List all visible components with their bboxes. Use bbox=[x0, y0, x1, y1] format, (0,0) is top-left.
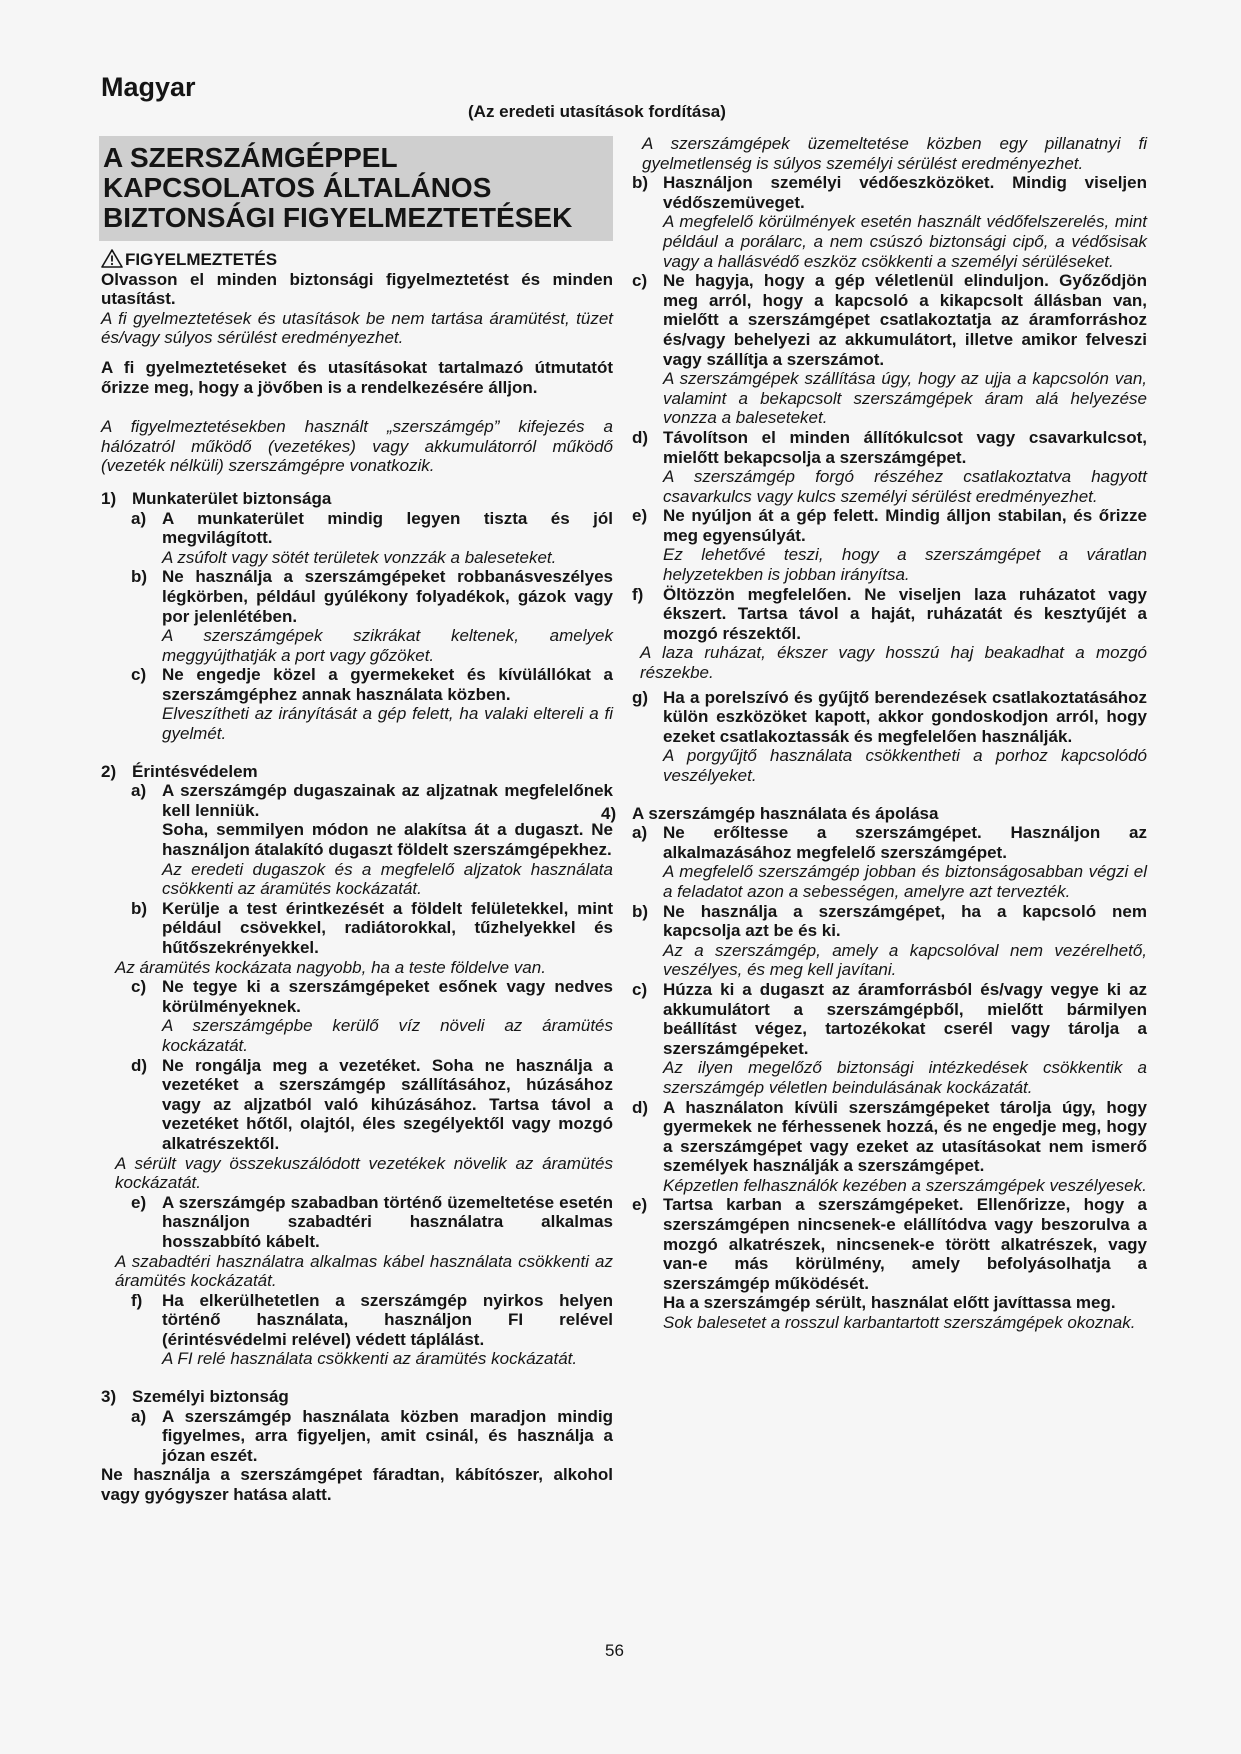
title-line: BIZTONSÁGI FIGYELMEZTETÉSEK bbox=[103, 202, 573, 233]
s3-item-g: g) Ha a porelszívó és gyűjtő berendezések csatlakoztatásához külön eszközöket kapott, akkor gondoskodjon arról, hogy ezeket csatlakoztassák és megfelelően használják. A porgyűjtő használata csökkentheti a porhoz kapcsolódó veszélyeket. bbox=[632, 687, 1147, 785]
s3-f-note: A laza ruházat, ékszer vagy hosszú haj beakadhat a mozgó részekbe. bbox=[640, 643, 1147, 683]
s3-item-d: d) Távolítson el minden állítókulcsot vagy csavarkulcsot, mielőtt bekapcsolja a szerszámgépet. A szerszámgép forgó részéhez csatlakoztatva hagyott csavarkulcs vagy kulcs személyi sérülést eredményezhet. bbox=[632, 427, 1147, 506]
warning-label: FIGYELMEZTETÉS bbox=[125, 250, 278, 269]
language-heading: Magyar bbox=[101, 72, 196, 102]
s3-a-note: A szerszámgépek üzemeltetése közben egy pillanatnyi fi gyelmetlenség is súlyos személyi sérülést eredményezhet. bbox=[642, 134, 1147, 173]
definition-text: A figyelmeztetésekben használt „szerszámgép” kifejezés a hálózatról működő (vezetékes) vagy akkumulátorról működő (vezeték nélküli) szerszámgépre vonatkozik. bbox=[101, 417, 613, 476]
s1-item-c: c) Ne engedje közel a gyermekeket és kívülállókat a szerszámgéphez annak használata közben. Elveszítheti az irányítását a gép felett, ha valaki eltereli a fi gyelmét. bbox=[131, 665, 613, 744]
s2-item-a: a) A szerszámgép dugaszainak az aljzatnak megfelelőnek kell lenniük. Soha, semmilyen módon ne alakítsa át a dugaszt. Ne használjon átalakító dugaszt földelt szerszámgépekhez. Az eredeti dugaszok és a megfelelő aljzatok használata csökkenti az áramütés kockázatát. bbox=[131, 781, 613, 899]
s4-item-e: e) Tartsa karban a szerszámgépeket. Ellenőrizze, hogy a szerszámgépen nincsenek-e elállítódva vagy beszorulva a mozgó alkatrészek, nincsenek-e törött alkatrészek, vagy van-e más körülmény, amely befolyásolhatja a szerszámgép működését. Ha a szerszámgép sérült, használat előtt javíttassa meg. Sok balesetet a rosszul karbantartott szerszámgépek okoznak. bbox=[632, 1195, 1147, 1333]
s2-item-e: e) A szerszámgép szabadban történő üzemeltetése esetén használjon szabadtéri használatra alkalmas hosszabbító kábelt. bbox=[131, 1192, 613, 1251]
page-number: 56 bbox=[605, 1641, 624, 1660]
s3-item-a: a) A szerszámgép használata közben maradjon mindig figyelmes, arra figyeljen, amit csinál, és használja a józan eszét. bbox=[131, 1406, 613, 1465]
s2-b-note: Az áramütés kockázata nagyobb, ha a teste földelve van. bbox=[115, 957, 546, 977]
title-line: A SZERSZÁMGÉPPEL bbox=[103, 142, 398, 173]
s2-item-d: d) Ne rongálja meg a vezetéket. Soha ne használja a vezetéket a szerszámgép szállításához, húzásához vagy az aljzatból való kihúzásához. Tartsa távol a vezetéket hőtől, olajtól, éles szegélyektől vagy mozgó alkatrészektől. bbox=[131, 1055, 613, 1153]
warning-italic: A fi gyelmeztetések és utasítások be nem tartása áramütést, tüzet és/vagy súlyos sérülést eredményezhet. bbox=[101, 308, 613, 348]
keep-manual-text: A fi gyelmeztetéseket és utasításokat tartalmazó útmutatót őrizze meg, hogy a jövőben is a rendelkezésére álljon. bbox=[101, 357, 613, 397]
left-column bbox=[101, 136, 613, 1505]
s3-item-c: c) Ne hagyja, hogy a gép véletlenül elinduljon. Győződjön meg arról, hogy a kapcsoló a kikapcsolt állásban van, mielőtt a szerszámgépet csatlakoztatja az áramforráshoz és/vagy behelyezi az akkumulátort, illetve amikor felveszi vagy szállítja a szerszámot. A szerszámgépek szállítása úgy, hogy az ujja a kapcsolón van, valamint a bekapcsolt szerszámgépek áram alá helyezése vonzza a baleseteket. bbox=[632, 271, 1147, 428]
section-title-box bbox=[99, 136, 613, 241]
section-2-heading: 2) Érintésvédelem bbox=[101, 761, 258, 781]
s3-a-bold2: Ne használja a szerszámgépet fáradtan, kábítószer, alkohol vagy gyógyszer hatása alatt. bbox=[101, 1465, 613, 1505]
s3-item-b: b) Használjon személyi védőeszközöket. Mindig viseljen védőszemüveget. A megfelelő körülmények esetén használt védőfelszerelés, mint például a porálarc, a nem csúszó biztonsági cipő, a védősisak vagy a hallásvédő eszköz csökkenti a személyi sérüléseket. bbox=[632, 173, 1147, 271]
right-column bbox=[601, 134, 1147, 1333]
title-line: KAPCSOLATOS ÁLTALÁNOS bbox=[103, 172, 492, 203]
s3-item-f: f) Öltözzön megfelelően. Ne viseljen laza ruházatot vagy ékszert. Tartsa távol a haját, ruházatát és kesztyűjét a mozgó részektől. bbox=[632, 584, 1147, 643]
section-3-heading: 3) Személyi biztonság bbox=[101, 1387, 289, 1407]
s1-item-b: b) Ne használja a szerszámgépeket robbanásveszélyes légkörben, például gyúlékony folyadékok, gázok vagy por jelenlétében. A szerszámgépek szikrákat keltenek, amelyek meggyújthatják a port vagy gőzöket. bbox=[131, 567, 613, 665]
s4-item-d: d) A használaton kívüli szerszámgépeket tárolja úgy, hogy gyermekek ne férhessenek hozzá, és ne engedje meg, hogy a szerszámgépet vagy ezeket az utasításokat nem ismerő személyek használják a szerszámgépet. Képzetlen felhasználók kezében a szerszámgépek veszélyesek. bbox=[632, 1097, 1147, 1195]
s2-item-f: f) Ha elkerülhetetlen a szerszámgép nyirkos helyen történő használata, használjon FI relével (érintésvédelmi relével) védett táplálást. A FI relé használata csökkenti az áramütés kockázatát. bbox=[131, 1290, 613, 1369]
section-1-heading: 1) Munkaterület biztonsága bbox=[101, 488, 332, 508]
s4-item-a: a) Ne erőltesse a szerszámgépet. Használjon az alkalmazásához megfelelő szerszámgépet. A megfelelő szerszámgép jobban és biztonságosabban végzi el a feladatot azon a sebességen, amelyre azt tervezték. bbox=[632, 823, 1147, 901]
translation-note: (Az eredeti utasítások fordítása) bbox=[468, 102, 726, 121]
s2-d-note: A sérült vagy összekuszálódott vezetékek növelik az áramütés kockázatát. bbox=[115, 1153, 613, 1193]
s3-item-e: e) Ne nyúljon át a gép felett. Mindig álljon stabilan, és őrizze meg egyensúlyát. Ez lehetővé teszi, hogy a szerszámgépet a váratlan helyzetekben is jobban irányítsa. bbox=[632, 506, 1147, 585]
s2-item-b: b) Kerülje a test érintkezését a földelt felületekkel, mint például csövekkel, radiátorokkal, tűzhelyekkel és hűtőszekrényekkel. bbox=[131, 898, 613, 957]
s2-e-note: A szabadtéri használatra alkalmas kábel használata csökkenti az áramütés kockázatát. bbox=[115, 1251, 613, 1291]
warning-triangle-icon bbox=[101, 249, 123, 268]
warning-heading bbox=[101, 249, 613, 270]
s4-item-b: b) Ne használja a szerszámgépet, ha a kapcsoló nem kapcsolja azt be és ki. Az a szerszámgép, amely a kapcsolóval nem vezérelhető, veszélyes, és meg kell javítani. bbox=[632, 901, 1147, 980]
warning-bold: Olvasson el minden biztonsági figyelmeztetést és minden utasítást. bbox=[101, 269, 613, 309]
s2-item-c: c) Ne tegye ki a szerszámgépeket esőnek vagy nedves körülményeknek. A szerszámgépbe kerülő víz növeli az áramütés kockázatát. bbox=[131, 977, 613, 1055]
section-4-heading: 4) A szerszámgép használata és ápolása bbox=[601, 803, 939, 823]
s4-item-c: c) Húzza ki a dugaszt az áramforrásból és/vagy vegye ki az akkumulátort a szerszámgépből, mielőtt bármilyen beállítást végez, tartozékokat cserél vagy tárolja a szerszámgépeket. Az ilyen megelőző biztonsági intézkedések csökkentik a szerszámgép véletlen beindulásának kockázatát. bbox=[632, 979, 1147, 1097]
s1-item-a: a) A munkaterület mindig legyen tiszta és jól megvilágított. A zsúfolt vagy sötét területek vonzzák a baleseteket. bbox=[131, 508, 613, 567]
